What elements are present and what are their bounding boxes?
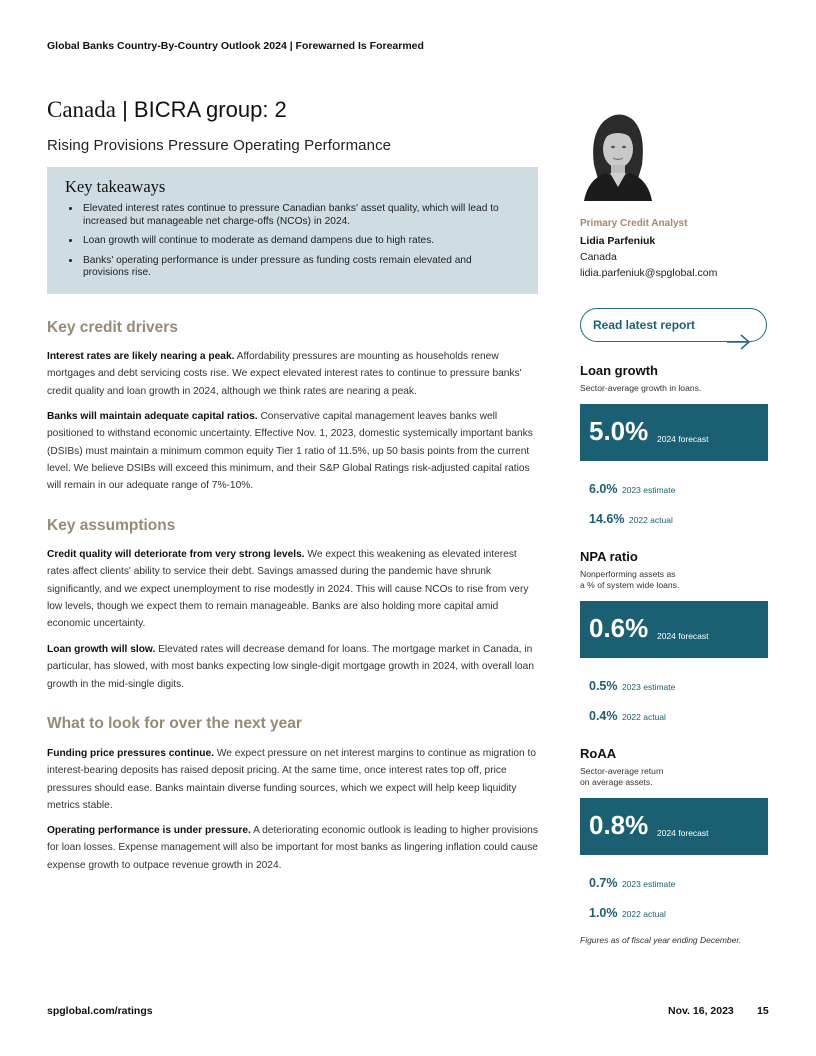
metric-estimate-npa-ratio [589,677,675,695]
metric-subtitle-npa-ratio [580,569,679,591]
metric-title-roaa: RoAA [580,746,617,761]
subtitle-line: Sector-average return [580,766,664,776]
read-latest-report-label: Read latest report [593,318,696,332]
paragraph-lead: Funding price pressures continue. [47,748,214,759]
estimate-label: 2023 estimate [621,485,676,495]
actual-value: 1.0% [589,906,618,920]
metric-forecast-box-npa-ratio [580,601,768,658]
footer-site-link[interactable]: spglobal.com/ratings [47,1005,153,1017]
page-number: 15 [757,1005,769,1017]
section-title-assumptions: Key assumptions [47,517,176,534]
paragraph-body: Affordability pressures are mounting as households renew mortgages and debt servicing costs rise. We expect elevated interest rates to continue to pressure banks' credit quality and loan growth in 2024, although we think rates are nearing a peak. [47,351,522,397]
forecast-value: 5.0% [589,416,649,446]
analyst-photo [580,105,656,201]
forecast-label: 2024 forecast [657,434,709,444]
metric-actual-roaa [589,904,666,922]
takeaway-item: • Banks' operating performance is under pressure as funding costs remain elevated and provisions rise. [81,255,520,280]
metric-forecast-box-roaa [580,798,768,855]
analyst-name: Lidia Parfeniuk [580,235,656,247]
paragraph-operating-performance [47,822,541,874]
paragraph-body: Conservative capital management leaves banks well positioned to withstand economic uncertainty. Effective Nov. 1, 2023, domestic systemically important banks (DSIBs) must maintain a minimum common equity Tier 1 ratio of 11.5%, up 50 basis points from the current level. We believe DSIBs will exceed this minimum, and their S&P Global Ratings risk-adjusted capital ratios will remain in our adequate range of 7%-10%. [47,411,533,492]
metric-estimate-roaa [589,874,675,892]
key-takeaways-list [65,203,520,280]
paragraph-lead: Interest rates are likely nearing a peak. [47,351,235,362]
subtitle-line: a % of system wide loans. [580,580,680,590]
paragraph-lead: Loan growth will slow. [47,644,156,655]
metric-subtitle-roaa [580,766,664,788]
actual-label: 2022 actual [621,909,666,919]
forecast-value: 0.8% [589,810,649,840]
section-title-credit-drivers: Key credit drivers [47,319,178,336]
estimate-value: 0.5% [589,679,618,693]
title-separator: | [115,97,134,122]
metric-estimate-loan-growth [589,480,675,498]
estimate-value: 0.7% [589,876,618,890]
analyst-email-link[interactable]: lidia.parfeniuk@spglobal.com [580,267,718,279]
paragraph-interest-rates [47,348,541,400]
actual-value: 14.6% [589,512,625,526]
country-name: Canada [47,97,116,122]
paragraph-lead: Banks will maintain adequate capital ratios. [47,411,258,422]
footer-date: Nov. 16, 2023 [668,1005,734,1017]
paragraph-body: Elevated rates will decrease demand for loans. The mortgage market in Canada, in particular, has slowed, with most banks expecting low single-digit mortgage growth in 2024, with overall loan growth in the mid-single digits. [47,644,534,690]
estimate-value: 6.0% [589,482,618,496]
metric-title-loan-growth: Loan growth [580,363,658,378]
estimate-label: 2023 estimate [621,682,676,692]
page-subtitle: Rising Provisions Pressure Operating Performance [47,137,392,154]
bicra-group: BICRA group: 2 [133,97,287,122]
subtitle-line: Nonperforming assets as [580,569,676,579]
paragraph-capital-ratios [47,408,541,494]
report-header: Global Banks Country-By-Country Outlook 2024 | Forewarned Is Forearmed [47,40,424,52]
key-takeaways-heading: Key takeaways [65,177,166,196]
paragraph-lead: Operating performance is under pressure. [47,825,251,836]
metric-title-npa-ratio: NPA ratio [580,549,638,564]
actual-value: 0.4% [589,709,618,723]
analyst-location: Canada [580,251,617,263]
page-title [47,97,287,123]
metric-forecast-box-loan-growth [580,404,768,461]
metric-actual-npa-ratio [589,707,666,725]
analyst-role: Primary Credit Analyst [580,218,688,229]
metric-actual-loan-growth [589,510,673,528]
paragraph-body: We expect pressure on net interest margins to continue as migration to interest-bearing deposits has raised deposit pricing. At the same time, once interest rates top off, price pressures should ease. Banks maintain diverse funding sources, which we expect will help keep liquidity metrics stable. [47,748,537,811]
arrow-right-icon [725,333,753,351]
section-title-outlook: What to look for over the next year [47,715,302,732]
actual-label: 2022 actual [628,515,673,525]
paragraph-funding-price [47,745,541,814]
forecast-label: 2024 forecast [657,828,709,838]
paragraph-body: We expect this weakening as elevated interest rates affect clients' ability to service their debt. Savings amassed during the pandemic have shrunk significantly, and we expect unemployment to rise modestly in 2024. This will cause NCOs to rise from very low levels, though we expect them to remain manageable. Banks are also holding more capital amid economic uncertainty. [47,549,529,630]
key-takeaways-box [47,167,538,294]
paragraph-lead: Credit quality will deteriorate from very strong levels. [47,549,305,560]
figures-footnote: Figures as of fiscal year ending December. [580,935,742,945]
paragraph-body: A deteriorating economic outlook is leading to higher provisions for loan losses. Expense management will also be important for most banks as lingering inflation could cause expense growth to outpace revenue growth in 2024. [47,825,538,871]
subtitle-line: on average assets. [580,777,653,787]
metric-subtitle-loan-growth: Sector-average growth in loans. [580,383,702,393]
forecast-label: 2024 forecast [657,631,709,641]
analyst-portrait-icon [580,105,656,201]
estimate-label: 2023 estimate [621,879,676,889]
takeaway-item: • Loan growth will continue to moderate as demand dampens due to high rates. [81,235,520,248]
takeaway-item: • Elevated interest rates continue to pressure Canadian banks' asset quality, which will lead to increased but manageable net charge-offs (NCOs) in 2024. [81,203,520,228]
forecast-value: 0.6% [589,613,649,643]
actual-label: 2022 actual [621,712,666,722]
paragraph-credit-quality [47,546,541,632]
paragraph-loan-growth [47,641,541,693]
